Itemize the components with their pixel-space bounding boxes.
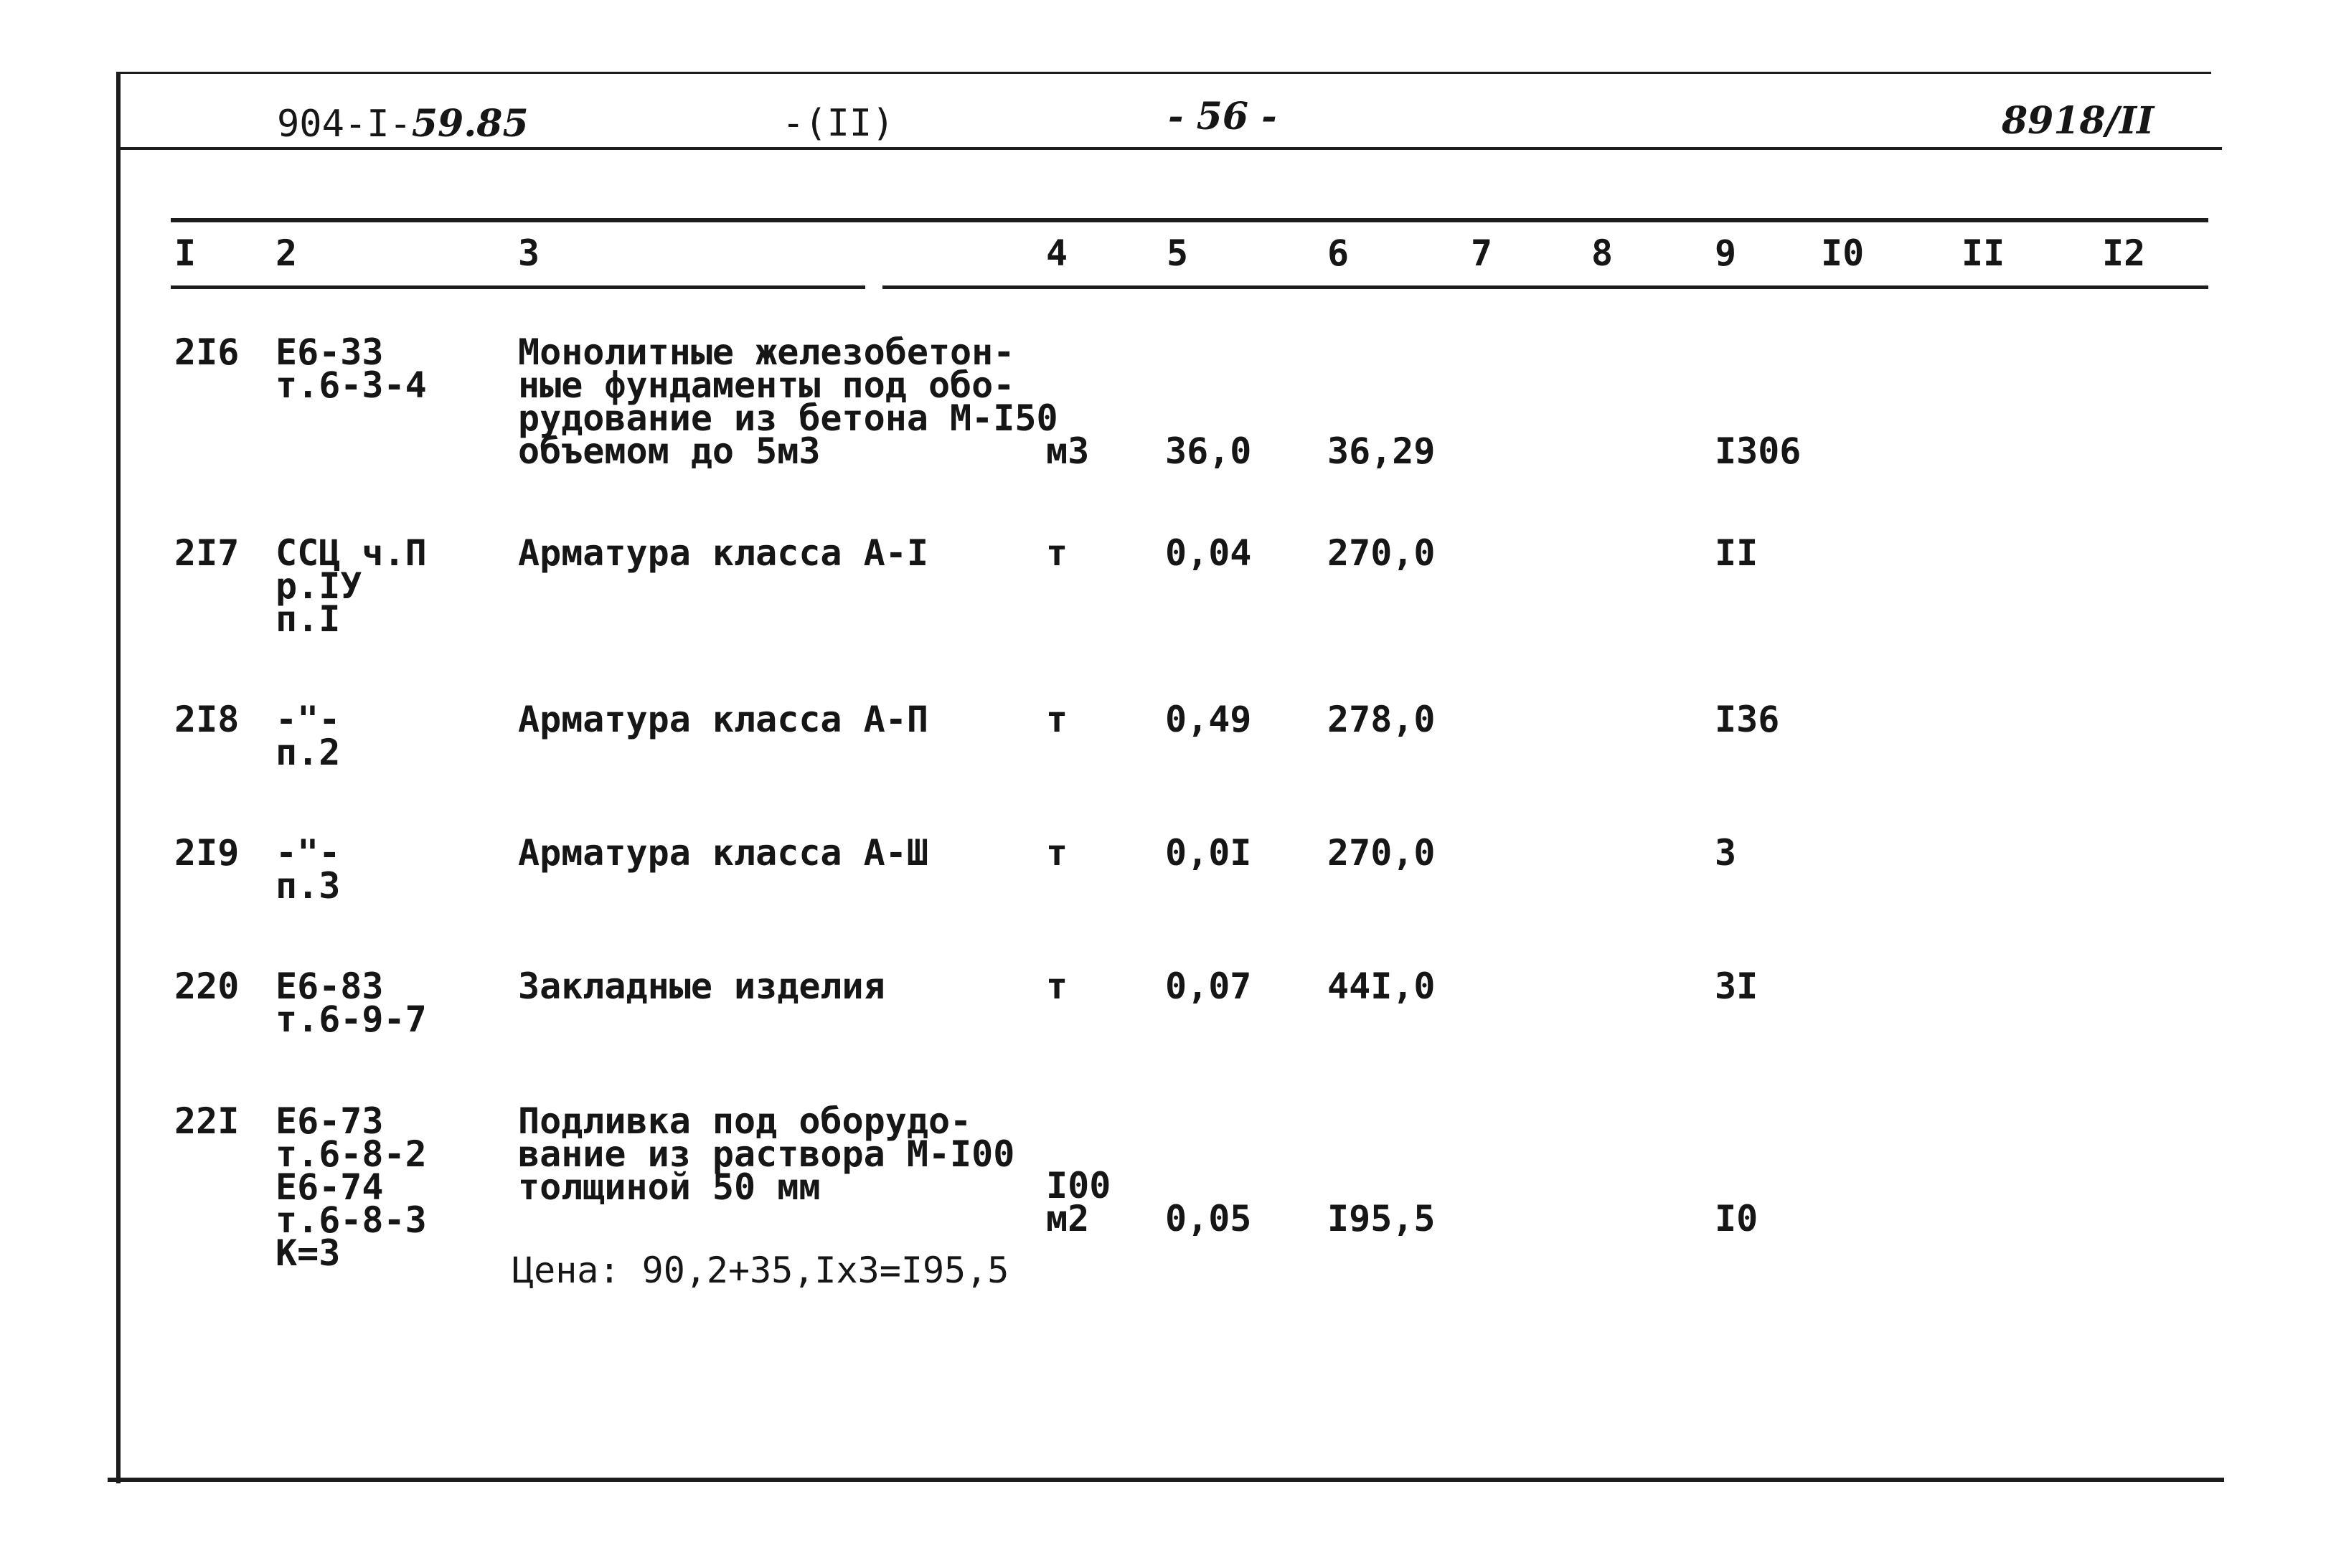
column-header-11: II bbox=[1962, 232, 2005, 274]
row-total: I306 bbox=[1715, 430, 1802, 472]
row-quantity: 0,0I bbox=[1165, 832, 1252, 874]
row-unit: т bbox=[1046, 699, 1068, 740]
table-top-rule bbox=[171, 218, 2208, 222]
row-code-line: п.2 bbox=[276, 732, 341, 773]
row-code bbox=[276, 331, 427, 406]
row-total: I0 bbox=[1715, 1198, 1758, 1239]
row-code-line: р.IУ bbox=[276, 565, 362, 607]
row-description bbox=[518, 1100, 1015, 1208]
row-unit-price: 36,29 bbox=[1327, 430, 1436, 472]
row-unit bbox=[1046, 1165, 1111, 1239]
column-header-7: 7 bbox=[1471, 232, 1493, 274]
column-header-9: 9 bbox=[1715, 232, 1737, 274]
row-description-line: Арматура класса А-I bbox=[518, 532, 928, 574]
row-description-line: объемом до 5м3 bbox=[518, 430, 821, 472]
row-quantity: 0,49 bbox=[1165, 699, 1252, 740]
row-description bbox=[518, 699, 928, 740]
row-code bbox=[276, 832, 341, 907]
row-code-line: т.6-8-3 bbox=[276, 1199, 427, 1241]
row-unit-price: I95,5 bbox=[1327, 1198, 1436, 1239]
row-description-line: Арматура класса А-П bbox=[518, 699, 928, 740]
row-code-line: т.6-8-2 bbox=[276, 1133, 427, 1175]
row-number: 2I7 bbox=[174, 532, 240, 574]
row-description-line: толщиной 50 мм bbox=[518, 1166, 821, 1208]
document-code bbox=[277, 102, 529, 146]
row-description-line: Подливка под оборудо- bbox=[518, 1100, 972, 1142]
section-number: -(II) bbox=[782, 102, 895, 145]
page-number: - 56 - bbox=[1168, 95, 1277, 138]
row-unit: т bbox=[1046, 965, 1068, 1007]
row-number: 2I8 bbox=[174, 699, 240, 740]
row-description bbox=[518, 532, 928, 574]
row-number: 22I bbox=[174, 1100, 240, 1142]
row-description-line: вание из раствора М-I00 bbox=[518, 1133, 1015, 1175]
row-unit: т bbox=[1046, 532, 1068, 574]
row-code-line: -"- bbox=[276, 832, 341, 874]
row-code-line: п.I bbox=[276, 598, 341, 640]
row-description-line: ные фундаменты под обо- bbox=[518, 364, 1015, 406]
row-code-line: Е6-73 bbox=[276, 1100, 384, 1142]
row-unit-line: м2 bbox=[1046, 1198, 1090, 1239]
row-total: II bbox=[1715, 532, 1758, 574]
row-code-line: п.3 bbox=[276, 865, 341, 907]
document-code-prefix: 904-I- bbox=[277, 103, 412, 146]
row-number: 2I6 bbox=[174, 331, 240, 373]
row-description-line: Закладные изделия bbox=[518, 965, 885, 1007]
row-quantity: 0,04 bbox=[1165, 532, 1252, 574]
row-code-line: К=3 bbox=[276, 1232, 341, 1274]
row-total: 3I bbox=[1715, 965, 1758, 1007]
row-number: 2I9 bbox=[174, 832, 240, 874]
row-code-line: т.6-3-4 bbox=[276, 364, 427, 406]
column-header-2: 2 bbox=[276, 232, 298, 274]
row-unit-price: 44I,0 bbox=[1327, 965, 1436, 1007]
row-quantity: 0,05 bbox=[1165, 1198, 1252, 1239]
row-unit-price: 270,0 bbox=[1327, 532, 1436, 574]
row-code bbox=[276, 1100, 427, 1274]
column-header-5: 5 bbox=[1167, 232, 1189, 274]
row-code bbox=[276, 965, 427, 1040]
row-unit: т bbox=[1046, 832, 1068, 874]
row-description-line: Арматура класса А-Ш bbox=[518, 832, 928, 874]
column-header-6: 6 bbox=[1327, 232, 1350, 274]
column-header-4: 4 bbox=[1046, 232, 1068, 274]
row-description bbox=[518, 331, 1058, 472]
row-code-line: Е6-83 bbox=[276, 965, 384, 1007]
row-description-line: Монолитные железобетон- bbox=[518, 331, 1015, 373]
row-description bbox=[518, 965, 885, 1007]
row-unit-line: I00 bbox=[1046, 1165, 1111, 1206]
row-unit-price: 278,0 bbox=[1327, 699, 1436, 740]
row-description bbox=[518, 832, 928, 874]
table-subhead-rule-left bbox=[171, 285, 865, 289]
table-subhead-rule-right bbox=[882, 285, 2208, 289]
row-code-line: Е6-33 bbox=[276, 331, 384, 373]
column-header-10: I0 bbox=[1821, 232, 1865, 274]
row-code bbox=[276, 699, 341, 773]
row-total: 3 bbox=[1715, 832, 1737, 874]
row-unit-price: 270,0 bbox=[1327, 832, 1436, 874]
page-border-top bbox=[116, 72, 2211, 74]
page-border-bottom bbox=[108, 1478, 2224, 1482]
document-code-suffix: 59.85 bbox=[411, 102, 529, 146]
column-header-3: 3 bbox=[518, 232, 540, 274]
row-unit: м3 bbox=[1046, 430, 1090, 472]
row-code-line: -"- bbox=[276, 699, 341, 740]
row-code bbox=[276, 532, 427, 640]
page-border-left bbox=[116, 72, 121, 1483]
row-code-line: т.6-9-7 bbox=[276, 998, 427, 1040]
row-total: I36 bbox=[1715, 699, 1780, 740]
row-quantity: 36,0 bbox=[1165, 430, 1252, 472]
price-note: Цена: 90,2+35,Iх3=I95,5 bbox=[512, 1250, 1009, 1291]
row-number: 220 bbox=[174, 965, 240, 1007]
column-header-1: I bbox=[174, 232, 197, 274]
row-code-line: Е6-74 bbox=[276, 1166, 384, 1208]
header-rule bbox=[116, 147, 2222, 150]
sheet-reference: 8918/II bbox=[2002, 99, 2155, 143]
row-description-line: рудование из бетона М-I50 bbox=[518, 397, 1058, 439]
column-header-12: I2 bbox=[2102, 232, 2146, 274]
row-code-line: ССЦ ч.П bbox=[276, 532, 427, 574]
row-quantity: 0,07 bbox=[1165, 965, 1252, 1007]
column-header-8: 8 bbox=[1591, 232, 1614, 274]
